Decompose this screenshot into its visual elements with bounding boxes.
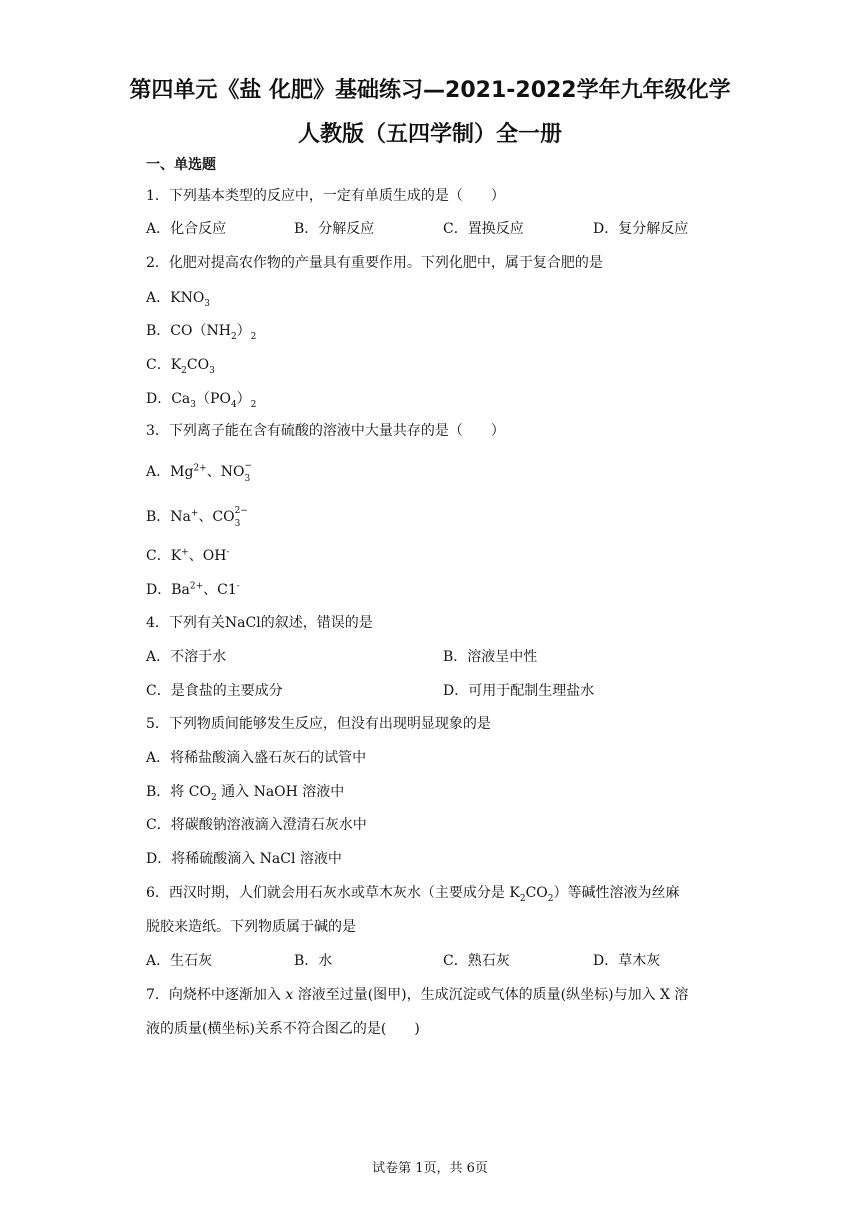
- question-6-stem-line-2: 脱胶来造纸。下列物质属于碱的是: [146, 919, 356, 935]
- q3-option-a: A．$Mg^{2+}$、NO − 3: [146, 461, 252, 484]
- q3-option-d: D．$Ba^{2+}$、C1-: [146, 581, 240, 598]
- question-3-stem: 3．下列离子能在含有硫酸的溶液中大量共存的是（ ）: [146, 423, 505, 439]
- question-5-stem: 5．下列物质间能够发生反应，但没有出现明显现象的是: [146, 716, 491, 732]
- q2-option-b: B．$CO(NH_2)_2$: [146, 323, 257, 342]
- question-6-stem-line-1: 6．西汉时期，人们就会用石灰水或草木灰水（主要成分是 $K_2CO_2$）等碱性溶液为丝麻: [146, 885, 680, 904]
- q4-option-b: B．溶液呈中性: [443, 649, 538, 665]
- q3-option-b: B．Na+、CO 2− 3: [146, 506, 248, 529]
- q6-option-d: D．草木灰: [593, 953, 661, 969]
- q5-option-a: A．将稀盐酸滴入盛石灰石的试管中: [146, 750, 367, 766]
- q6-option-a: A．生石灰: [146, 953, 213, 969]
- question-7-stem-line-1: 7．向烧杯中逐渐加入 x 溶液至过量(图甲)，生成沉淀或气体的质量(纵坐标)与加入 X 溶: [146, 987, 689, 1003]
- title-line-2: 人教版（五四学制）全一册: [297, 122, 562, 147]
- q5-option-b: B．将 $CO_2$ 通入 NaOH 溶液中: [146, 784, 345, 803]
- section-heading: 一、单选题: [146, 157, 216, 173]
- q1-option-d: D．复分解反应: [593, 221, 689, 237]
- q5-option-c: C．将碳酸钠溶液滴入澄清石灰水中: [146, 817, 367, 833]
- question-7-stem-line-2: 液的质量(横坐标)关系不符合图乙的是( ): [146, 1021, 420, 1037]
- q1-option-b: B．分解反应: [294, 221, 375, 237]
- q6-option-b: B．水: [294, 953, 333, 969]
- q3-option-c: C．K+、OH-: [146, 547, 230, 564]
- q1-option-c: C．置换反应: [443, 221, 524, 237]
- question-4-stem: 4．下列有关NaCl的叙述，错误的是: [146, 615, 373, 631]
- q2-option-a: A．$KNO_3$: [146, 290, 211, 309]
- q1-option-a: A．化合反应: [146, 221, 227, 237]
- q2-option-d: D．$Ca_3(PO_4)_2$: [146, 391, 257, 410]
- question-1-stem: 1．下列基本类型的反应中，一定有单质生成的是（ ）: [146, 188, 505, 204]
- q2-option-c: C．$K_2CO_3$: [146, 357, 215, 376]
- q4-option-c: C．是食盐的主要成分: [146, 683, 283, 699]
- q6-option-c: C．熟石灰: [443, 953, 510, 969]
- title-line-1: 第四单元《盐 化肥》基础练习—2021-2022学年九年级化学: [129, 78, 731, 103]
- page-footer: 试卷第 1页，共 6页: [372, 1161, 488, 1176]
- q4-option-d: D．可用于配制生理盐水: [443, 683, 595, 699]
- question-2-stem: 2．化肥对提高农作物的产量具有重要作用。下列化肥中，属于复合肥的是: [146, 255, 603, 271]
- q5-option-d: D．将稀硫酸滴入 NaCl 溶液中: [146, 851, 342, 867]
- q4-option-a: A．不溶于水: [146, 649, 227, 665]
